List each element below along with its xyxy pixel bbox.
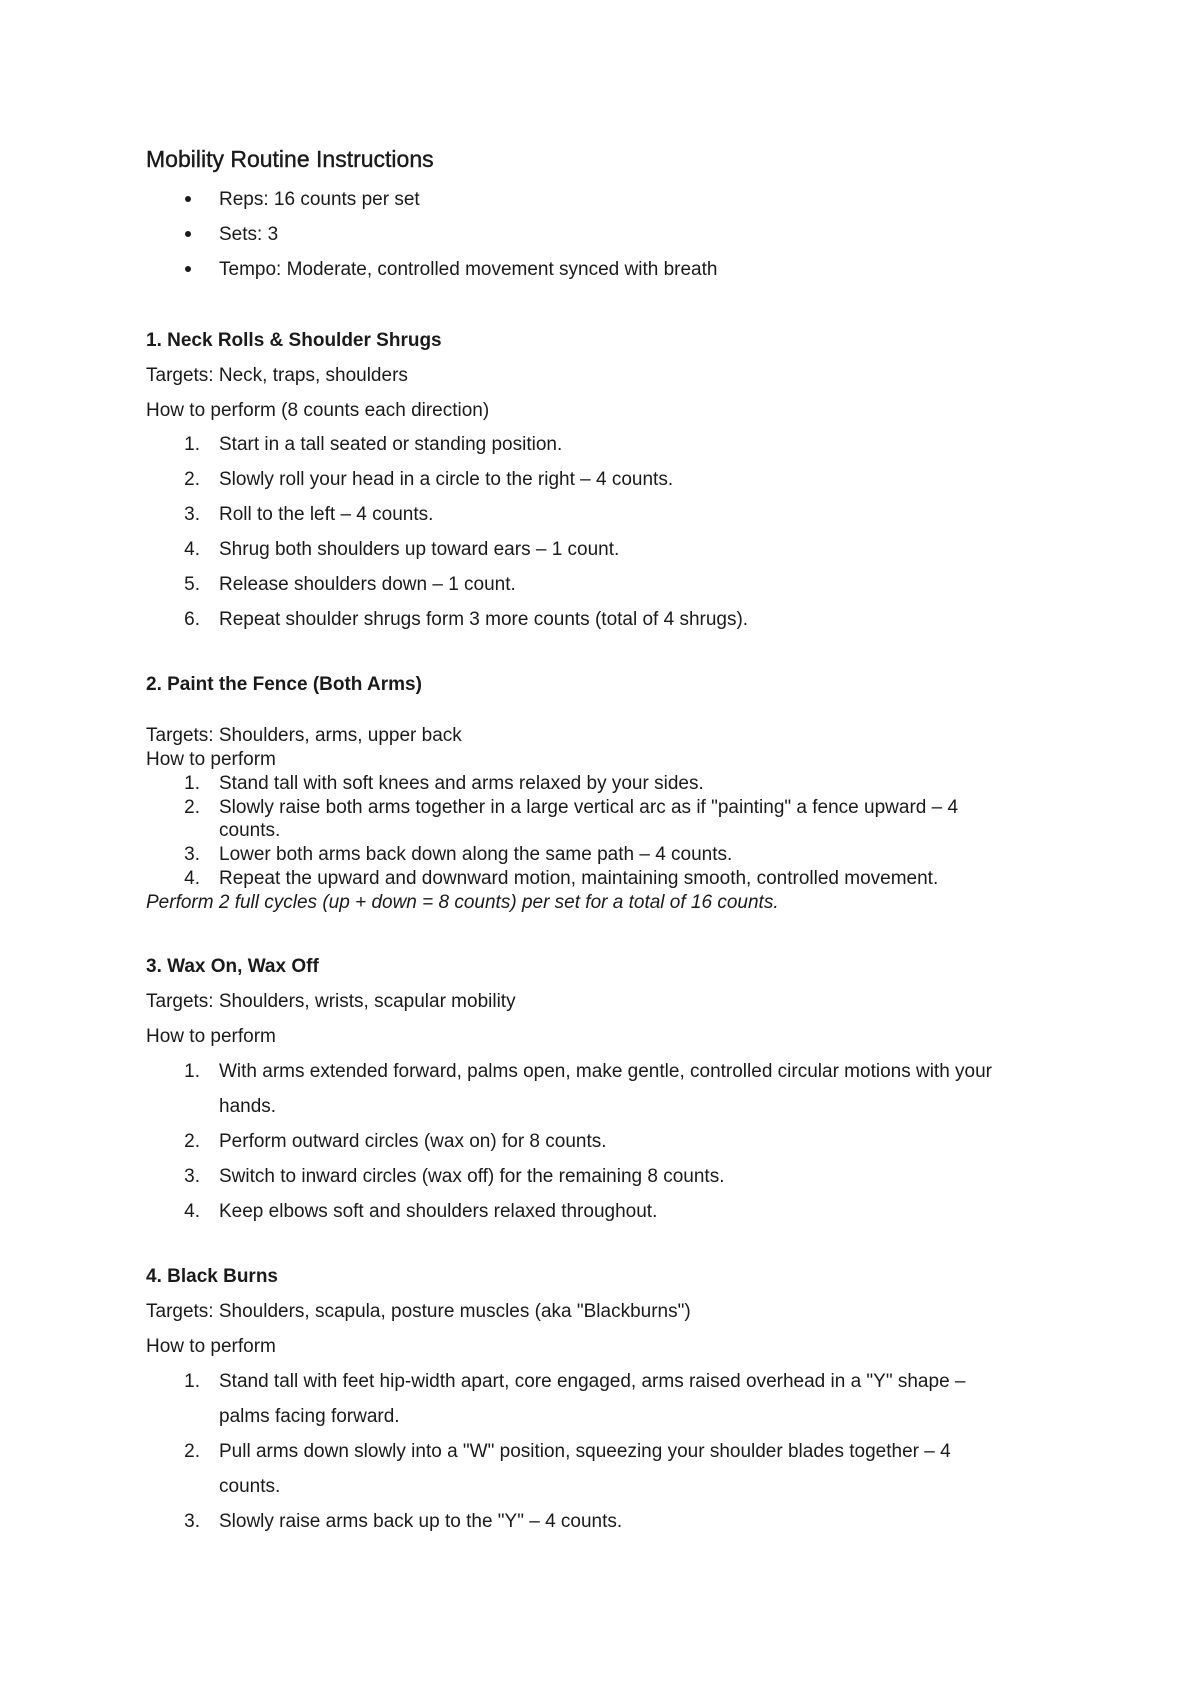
summary-tempo: Tempo: Moderate, controlled movement synced with breath — [219, 259, 718, 280]
step-number: 4. — [184, 868, 200, 889]
section-1-step-5: Release shoulders down – 1 count. — [219, 574, 516, 595]
step-number: 3. — [184, 1511, 200, 1532]
step-number: 3. — [184, 844, 200, 865]
section-2-note: Perform 2 full cycles (up + down = 8 counts) per set for a total of 16 counts. — [146, 892, 779, 913]
step-number: 3. — [184, 1166, 200, 1187]
section-3-step-1: With arms extended forward, palms open, make gentle, controlled circular motions with your — [219, 1061, 993, 1082]
step-number: 4. — [184, 1201, 200, 1222]
section-2-how: How to perform — [146, 749, 276, 770]
section-3-step-2: Perform outward circles (wax on) for 8 counts. — [219, 1131, 607, 1152]
bullet-dot — [185, 196, 191, 202]
section-2-step-1: Stand tall with soft knees and arms relaxed by your sides. — [219, 773, 704, 794]
step-number: 2. — [184, 1131, 200, 1152]
section-2-targets: Targets: Shoulders, arms, upper back — [146, 725, 462, 746]
section-2-step-2-cont: counts. — [219, 820, 281, 841]
step-number: 4. — [184, 539, 200, 560]
section-3-step-1-cont: hands. — [219, 1096, 277, 1117]
section-3-step-3: Switch to inward circles (wax off) for the remaining 8 counts. — [219, 1166, 725, 1187]
section-3-how: How to perform — [146, 1026, 276, 1047]
step-number: 2. — [184, 1441, 200, 1462]
summary-reps: Reps: 16 counts per set — [219, 189, 420, 210]
section-2-step-3: Lower both arms back down along the same path – 4 counts. — [219, 844, 733, 865]
bullet-dot — [185, 266, 191, 272]
step-number: 1. — [184, 1061, 200, 1082]
document-title: Mobility Routine Instructions — [146, 146, 434, 172]
section-2-step-4: Repeat the upward and downward motion, maintaining smooth, controlled movement. — [219, 868, 939, 889]
section-1-how: How to perform (8 counts each direction) — [146, 400, 490, 421]
section-4-heading: 4. Black Burns — [146, 1266, 278, 1287]
section-4-step-2: Pull arms down slowly into a "W" position, squeezing your shoulder blades together – 4 — [219, 1441, 951, 1462]
section-3-targets: Targets: Shoulders, wrists, scapular mobility — [146, 991, 516, 1012]
step-number: 6. — [184, 609, 200, 630]
step-number: 2. — [184, 797, 200, 818]
step-number: 3. — [184, 504, 200, 525]
section-1-step-4: Shrug both shoulders up toward ears – 1 count. — [219, 539, 620, 560]
step-number: 1. — [184, 434, 200, 455]
section-4-targets: Targets: Shoulders, scapula, posture muscles (aka "Blackburns") — [146, 1301, 691, 1322]
section-4-step-1: Stand tall with feet hip-width apart, core engaged, arms raised overhead in a "Y" shape – — [219, 1371, 966, 1392]
step-number: 1. — [184, 1371, 200, 1392]
section-1-step-2: Slowly roll your head in a circle to the right – 4 counts. — [219, 469, 674, 490]
section-4-step-2-cont: counts. — [219, 1476, 281, 1497]
step-number: 5. — [184, 574, 200, 595]
step-number: 1. — [184, 773, 200, 794]
section-1-heading: 1. Neck Rolls & Shoulder Shrugs — [146, 330, 442, 351]
step-number: 2. — [184, 469, 200, 490]
section-1-step-1: Start in a tall seated or standing position. — [219, 434, 563, 455]
section-3-step-4: Keep elbows soft and shoulders relaxed throughout. — [219, 1201, 658, 1222]
section-4-step-1-cont: palms facing forward. — [219, 1406, 400, 1427]
section-4-step-3: Slowly raise arms back up to the "Y" – 4 counts. — [219, 1511, 623, 1532]
section-3-heading: 3. Wax On, Wax Off — [146, 956, 319, 977]
summary-sets: Sets: 3 — [219, 224, 279, 245]
section-1-step-3: Roll to the left – 4 counts. — [219, 504, 434, 525]
section-2-heading: 2. Paint the Fence (Both Arms) — [146, 674, 422, 695]
section-2-step-2: Slowly raise both arms together in a large vertical arc as if "painting" a fence upward – 4 — [219, 797, 959, 818]
section-1-targets: Targets: Neck, traps, shoulders — [146, 365, 408, 386]
section-4-how: How to perform — [146, 1336, 276, 1357]
bullet-dot — [185, 231, 191, 237]
section-1-step-6: Repeat shoulder shrugs form 3 more counts (total of 4 shrugs). — [219, 609, 749, 630]
